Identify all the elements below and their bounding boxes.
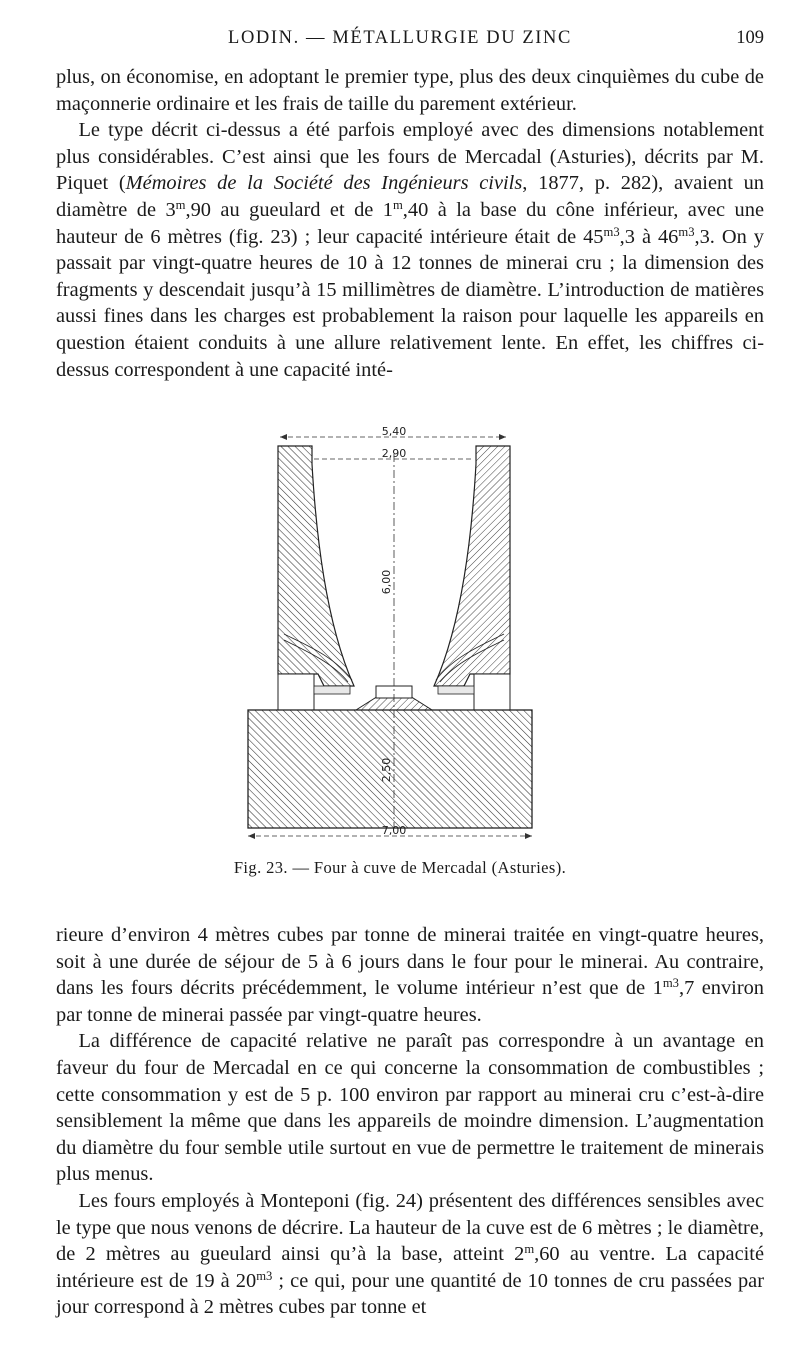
running-header	[0, 24, 800, 58]
figure-caption: Fig. 23. — Four à cuve de Mercadal (Asturies).	[233, 858, 567, 877]
paragraph-1	[56, 64, 764, 117]
text-run: rieure d’environ 4 mètres cubes par tonne de minerai traitée en vingt-quatre heures, soit à une durée de séjour de 5 à 6 jours dans le four pour le minerai. Au contraire, dans les fours décrits précédemment, le volume intérieur n’est que de 1	[56, 924, 764, 1000]
text-run: ; ce qui, pour une quantité de 10 tonnes de cru passées par jour correspond à 2 mètres cubes par tonne et	[56, 1269, 765, 1319]
text-run: ,90 au gueulard et de 1	[185, 198, 393, 221]
text-run: Les fours employés à Monteponi (fig. 24) présentent des différences sensibles avec le type que nous venons de décrire. La hauteur de la cuve est de 6 mètres ; le diamètre, de 2 mètres au gueulard ainsi qu’à la base, atteint 2	[56, 1189, 764, 1266]
text-run: ,40 à la base du cône inférieur, avec une hauteur de 6 mètres (fig. 23) ; leur capacité intérieure était de 45	[56, 198, 764, 248]
text-block-bottom	[56, 922, 764, 1321]
unit-superscript: m3	[662, 976, 679, 991]
unit-superscript: m3	[678, 224, 695, 239]
header-title: LODIN. — MÉTALLURGIE DU ZINC	[228, 28, 572, 48]
dim-label-top: 5,40	[381, 425, 407, 438]
paragraph-5	[56, 1188, 764, 1321]
dim-label-height: 6,00	[380, 569, 393, 595]
dim-label-base-height: 2,50	[380, 757, 393, 783]
text-run: Le type décrit ci-dessus a été parfois employé avec des dimensions notablement plus considérables. C’est ainsi que les fours de Mercadal (Asturies), décrits par M. Piquet (	[56, 119, 764, 195]
unit-superscript: m	[175, 198, 186, 213]
text-run: ,60 au ventre. La capacité intérieure est de 19 à 20	[56, 1243, 764, 1292]
citation-title: Mémoires de la Société des Ingénieurs civils	[125, 172, 523, 195]
paragraph-4	[56, 1028, 764, 1188]
text-block-top	[56, 64, 764, 383]
unit-superscript: m	[392, 198, 403, 213]
dim-label-bottom: 7,00	[381, 824, 407, 837]
dim-label-mouth: 2,90	[381, 447, 407, 460]
text-run: ,3 à 46	[619, 225, 679, 248]
text-run: , 1877, p. 282), avaient un diamètre de 3	[56, 172, 765, 221]
paragraph-2	[56, 117, 764, 383]
text-run: plus, on économise, en adoptant le premier type, plus des deux cinquièmes du cube de maçonnerie ordinaire et les frais de taille du parement extérieur.	[56, 66, 764, 115]
furnace-drawing	[244, 424, 544, 848]
unit-superscript: m3	[603, 224, 620, 239]
furnace-figure	[244, 424, 544, 848]
page-number: 109	[736, 28, 764, 48]
text-run: La différence de capacité relative ne paraît pas correspondre à un avantage en faveur du four de Mercadal en ce qui concerne la consommation de combustibles ; cette consommation y est de 5 p. 100 environ par rapport au minerai cru c’est-à-dire sensiblement la même que dans les appareils de moindre dimension. L’augmentation du diamètre du four semble utile surtout en vue de permettre le traitement de minerais plus menus.	[56, 1030, 764, 1186]
unit-superscript: m	[524, 1242, 535, 1257]
unit-superscript: m3	[256, 1268, 273, 1283]
text-run: ,7 environ par tonne de minerai passée par vingt-quatre heures.	[56, 977, 764, 1026]
paragraph-3	[56, 922, 764, 1028]
text-run: ,3. On y passait par vingt-quatre heures de 10 à 12 tonnes de minerai cru ; la dimension des fragments y descendait jusqu’à 15 millimètres de diamètre. L’introduction de matières aussi fines dans les charges est probablement la raison pour laquelle les appareils en question étaient conduits à une allure relativement lente. En effet, les chiffres ci-dessus correspondent à une capacité inté-	[56, 225, 764, 381]
